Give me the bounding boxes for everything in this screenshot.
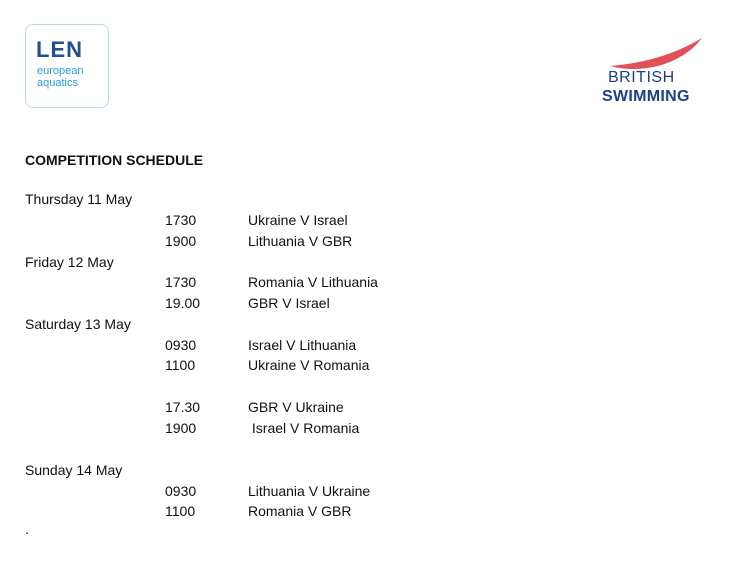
schedule-day: Sunday 14 May bbox=[25, 462, 123, 478]
schedule-day: Friday 12 May bbox=[25, 254, 114, 270]
game-match: Israel V Lithuania bbox=[248, 337, 357, 353]
game-match: Ukraine V Romania bbox=[248, 357, 370, 373]
game-time: 1900 bbox=[165, 233, 197, 249]
len-european-aquatics-logo bbox=[25, 24, 109, 108]
game-match: Romania V Lithuania bbox=[248, 274, 378, 290]
game-time: 1100 bbox=[165, 357, 196, 373]
british-swimming-line2: SWIMMING bbox=[602, 88, 690, 105]
game-match: Israel V Romania bbox=[248, 420, 360, 436]
game-match: GBR V Ukraine bbox=[248, 399, 344, 415]
len-logo-line1: european bbox=[37, 65, 84, 77]
game-time: 1100 bbox=[165, 503, 196, 519]
game-time: 1900 bbox=[165, 420, 197, 436]
trailing-mark: . bbox=[25, 521, 29, 537]
game-time: 0930 bbox=[165, 483, 197, 499]
len-logo-mark: LEN bbox=[36, 37, 83, 62]
game-match: Lithuania V Ukraine bbox=[248, 483, 371, 499]
schedule-day: Thursday 11 May bbox=[25, 191, 133, 207]
page-title: COMPETITION SCHEDULE bbox=[25, 152, 204, 168]
game-time: 19.00 bbox=[165, 295, 201, 311]
game-match: Romania V GBR bbox=[248, 503, 352, 519]
game-match: Lithuania V GBR bbox=[248, 233, 353, 249]
game-time: 0930 bbox=[165, 337, 197, 353]
game-match: GBR V Israel bbox=[248, 295, 330, 311]
british-swimming-logo bbox=[592, 36, 722, 112]
len-logo-line2: aquatics bbox=[37, 77, 78, 89]
len-logo-subtitle bbox=[37, 65, 107, 89]
game-time: 17.30 bbox=[165, 399, 201, 415]
game-time: 1730 bbox=[165, 212, 197, 228]
game-match: Ukraine V Israel bbox=[248, 212, 348, 228]
game-time: 1730 bbox=[165, 274, 197, 290]
schedule-day: Saturday 13 May bbox=[25, 316, 131, 332]
british-swimming-line1: BRITISH bbox=[608, 69, 675, 86]
